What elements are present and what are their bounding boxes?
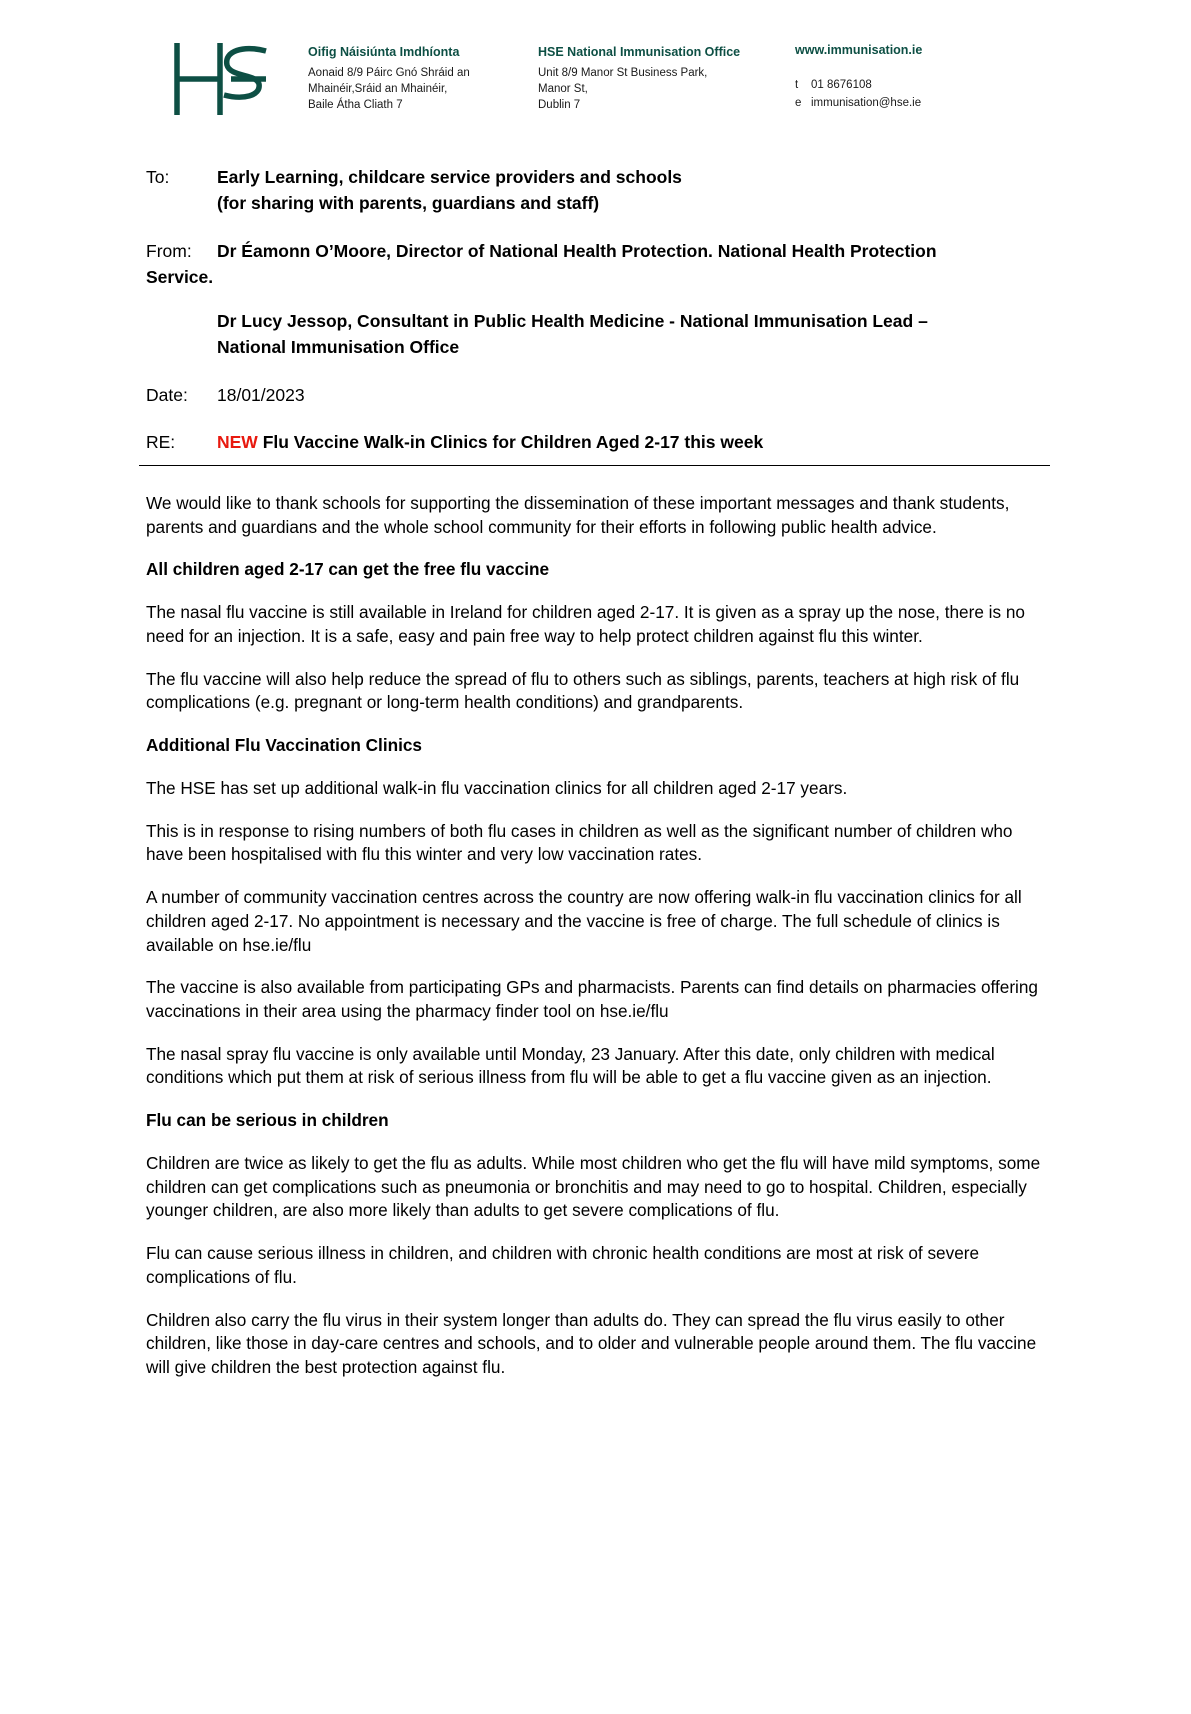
heading-free-flu-vaccine: All children aged 2-17 can get the free flu vaccine	[146, 559, 550, 580]
re-subject: Flu Vaccine Walk-in Clinics for Children Aged 2-17 this week	[257, 431, 764, 452]
letterhead-english-line-3: Dublin 7	[538, 99, 581, 112]
to-label: To:	[146, 167, 170, 187]
website-link[interactable]: www.immunisation.ie	[795, 43, 923, 57]
letterhead-irish-line-3: Baile Átha Cliath 7	[308, 99, 403, 112]
paragraph-chronic-conditions: Flu can cause serious illness in children, and children with chronic health conditions are most at risk of severe complications of flu.	[146, 1243, 980, 1287]
to-value	[217, 164, 1041, 217]
heading-flu-serious: Flu can be serious in children	[146, 1110, 389, 1131]
date-row	[146, 382, 1041, 408]
paragraph-response-rising: This is in response to rising numbers of both flu cases in children as well as the significant number of children who have been hospitalised with flu this winter and very low vaccination rates.	[146, 820, 1013, 865]
letterhead-english-title: HSE National Immunisation Office	[538, 45, 741, 59]
paragraph-virus-spread: Children also carry the flu virus in their system longer than adults do. They can spread the flu virus easily to other children, like those in day-care centres and schools, and to older and vulnerable people around them. The flu vaccine will give children the best protection against flu.	[146, 1309, 1037, 1378]
from-row	[146, 238, 1041, 361]
letterhead-irish-title: Oifig Náisiúnta Imdhíonta	[308, 45, 460, 59]
to-line-1: Early Learning, childcare service providers and schools	[217, 167, 682, 187]
to-row	[146, 164, 1041, 217]
new-badge: NEW	[217, 431, 258, 452]
re-label: RE:	[146, 431, 176, 452]
from-line-3: Dr Lucy Jessop, Consultant in Public Health Medicine - National Immunisation Lead –	[217, 311, 928, 331]
letterhead-col-irish	[308, 44, 470, 114]
from-label: From:	[146, 240, 192, 261]
paragraph-gps-pharmacists: The vaccine is also available from participating GPs and pharmacists. Parents can find details on pharmacies offering vaccinations in their area using the pharmacy finder tool on hse.ie/flu	[146, 977, 1038, 1022]
paragraph-walkin-clinics: The HSE has set up additional walk-in flu vaccination clinics for all children aged 2-17 years.	[146, 777, 848, 798]
letterhead	[0, 30, 1191, 142]
from-line-1: Dr Éamonn O’Moore, Director of National Health Protection. National Health Protection	[217, 240, 937, 261]
letterhead-col-english	[538, 44, 740, 114]
paragraph-availability-deadline: The nasal spray flu vaccine is only available until Monday, 23 January. After this date, only children with medical conditions which put them at risk of serious illness from flu will be able to get a flu vaccine given as an injection.	[146, 1043, 995, 1088]
letter-body	[0, 492, 1191, 1380]
paragraph-community-centres: A number of community vaccination centres across the country are now offering walk-in flu vaccination clinics for all children aged 2-17. No appointment is necessary and the vaccine is free of charge. The full schedule of clinics is available on hse.ie/flu	[146, 887, 1022, 955]
date-label: Date:	[146, 384, 188, 405]
letterhead-irish-line-2: Mhainéir,Sráid an Mhainéir,	[308, 83, 448, 96]
phone-key: t	[795, 78, 799, 91]
letterhead-english-line-2: Manor St,	[538, 83, 588, 96]
re-row	[146, 429, 1041, 455]
paragraph-complications: Children are twice as likely to get the flu as adults. While most children who get the flu will have mild symptoms, some children can get complications such as pneumonia or bronchitis and may need to go to hospital. Children, especially younger children, are also more likely than adults to get severe complications of flu.	[146, 1152, 1041, 1221]
paragraph-reduce-spread: The flu vaccine will also help reduce the spread of flu to others such as siblings, parents, teachers at high risk of flu complications (e.g. pregnant or long-term health conditions) and grandparents.	[146, 668, 1020, 713]
letterhead-english-line-1: Unit 8/9 Manor St Business Park,	[538, 66, 708, 79]
re-value	[217, 429, 1041, 455]
phone-row	[795, 77, 922, 93]
to-line-2: (for sharing with parents, guardians and staff)	[217, 193, 600, 214]
paragraph-intro: We would like to thank schools for supporting the dissemination of these important messages and thank students, parents and guardians and the whole school community for their efforts in following public health advice.	[146, 493, 1010, 537]
heading-additional-clinics: Additional Flu Vaccination Clinics	[146, 735, 422, 756]
from-line-4: National Immunisation Office	[217, 337, 460, 358]
document-page	[0, 30, 1191, 1714]
date-value: 18/01/2023	[217, 384, 305, 405]
email-value[interactable]: immunisation@hse.ie	[811, 97, 922, 110]
email-key: e	[795, 97, 802, 110]
header-divider	[139, 465, 1050, 466]
hse-logo	[168, 38, 278, 120]
paragraph-nasal-vaccine: The nasal flu vaccine is still available in Ireland for children aged 2-17. It is given as a spray up the nose, there is no need for an injection. It is a safe, easy and pain free way to help protect children against flu this winter.	[146, 602, 1025, 646]
letter-meta	[0, 164, 1191, 455]
from-line-2: Service.	[146, 266, 214, 287]
phone-value: 01 8676108	[811, 78, 872, 91]
letterhead-irish-line-1: Aonaid 8/9 Páirc Gnó Shráid an	[308, 66, 470, 79]
email-row	[795, 95, 922, 111]
letterhead-col-contact	[795, 42, 922, 111]
